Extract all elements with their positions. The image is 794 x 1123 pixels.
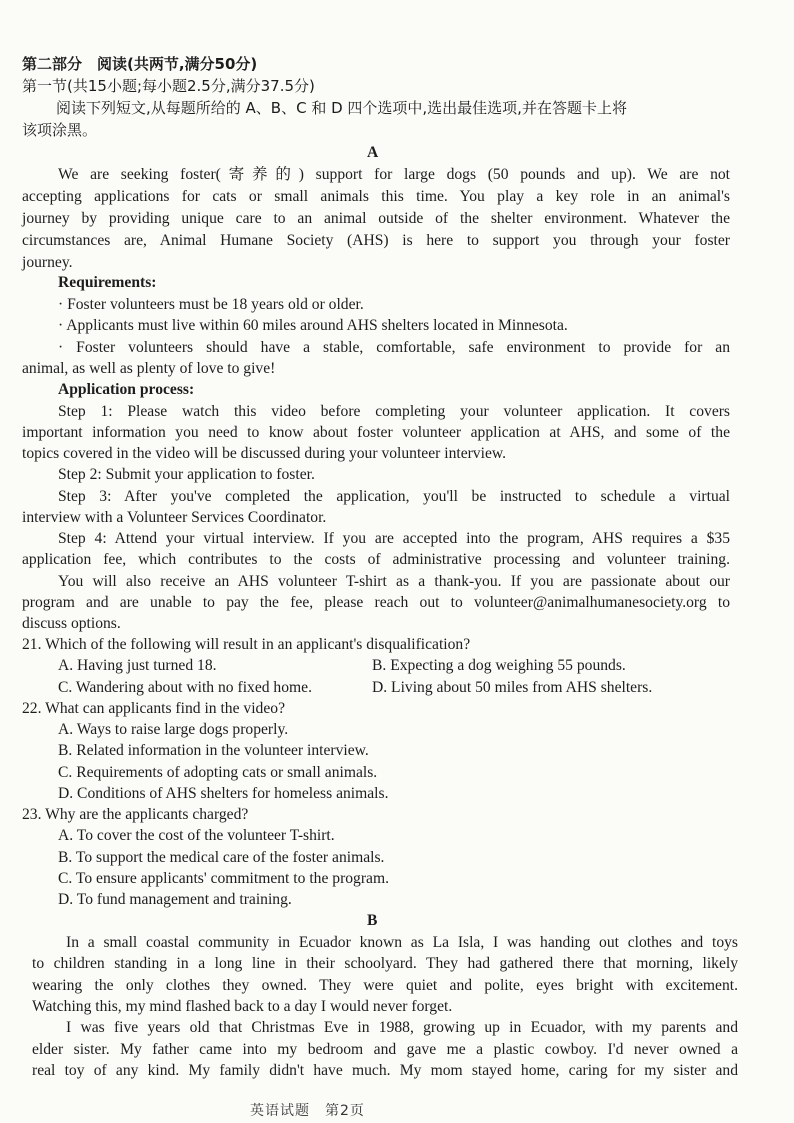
passage-a-p1-line-5: journey. bbox=[22, 254, 73, 271]
passage-a-p1-line-1: We are seeking foster(寄养的) support for large dogs (50 pounds and up). We are not bbox=[58, 166, 730, 183]
application-heading: Application process: bbox=[58, 381, 195, 398]
q21-stem: 21. Which of the following will result in an applicant's disqualification? bbox=[22, 636, 471, 653]
passage-b-p1-line-1: In a small coastal community in Ecuador known as La Isla, I was handing out clothes and toys bbox=[66, 934, 738, 951]
step-3-line-2: interview with a Volunteer Services Coordinator. bbox=[22, 509, 327, 526]
passage-b-p1-line-3: wearing the only clothes they owned. They were quiet and polite, eyes bright with excitement. bbox=[32, 977, 738, 994]
q21-option-d: D. Living about 50 miles from AHS shelters. bbox=[372, 679, 653, 696]
q22-option-d: D. Conditions of AHS shelters for homeless animals. bbox=[58, 785, 389, 802]
q23-option-b: B. To support the medical care of the foster animals. bbox=[58, 849, 385, 866]
step-2: Step 2: Submit your application to foster. bbox=[58, 466, 315, 483]
requirement-3-line-1: · Foster volunteers should have a stable, comfortable, safe environment to provide for an bbox=[58, 339, 730, 356]
step-3-line-1: Step 3: After you've completed the application, you'll be instructed to schedule a virtual bbox=[58, 488, 730, 505]
closing-line-1: You will also receive an AHS volunteer T-shirt as a thank-you. If you are passionate about our bbox=[58, 573, 730, 590]
closing-line-3: discuss options. bbox=[22, 615, 121, 632]
q23-option-a: A. To cover the cost of the volunteer T-shirt. bbox=[58, 827, 335, 844]
q22-option-a: A. Ways to raise large dogs properly. bbox=[58, 721, 289, 738]
q21-option-a: A. Having just turned 18. bbox=[58, 657, 217, 674]
part-heading: 第二部分 阅读(共两节,满分50分) bbox=[22, 55, 258, 73]
requirement-1: · Foster volunteers must be 18 years old or older. bbox=[58, 296, 364, 313]
passage-a-p1-line-2: accepting applications for cats or small animals this time. You play a key role in an animal's bbox=[22, 188, 730, 205]
requirement-2: · Applicants must live within 60 miles around AHS shelters located in Minnesota. bbox=[58, 317, 568, 334]
q23-stem: 23. Why are the applicants charged? bbox=[22, 806, 249, 823]
step-1-line-1: Step 1: Please watch this video before completing your volunteer application. It covers bbox=[58, 403, 730, 420]
q21-option-b: B. Expecting a dog weighing 55 pounds. bbox=[372, 657, 626, 674]
passage-a-p1-line-4: circumstances are, Animal Humane Society (AHS) is here to support you through your foster bbox=[22, 232, 730, 249]
step-1-line-2: important information you need to know about foster volunteer application at AHS, and some of the bbox=[22, 424, 730, 441]
passage-b-p1-line-4: Watching this, my mind flashed back to a day I would never forget. bbox=[32, 998, 453, 1015]
step-1-line-3: topics covered in the video will be discussed during your volunteer interview. bbox=[22, 445, 507, 462]
passage-b-p2-line-2: elder sister. My father came into my bedroom and gave me a plastic cowboy. I'd never owned a bbox=[32, 1041, 738, 1058]
q22-option-b: B. Related information in the volunteer interview. bbox=[58, 742, 369, 759]
passage-b-p2-line-3: real toy of any kind. My family didn't have much. My mom stayed home, caring for my sister and bbox=[32, 1062, 738, 1079]
passage-b-p2-line-1: I was five years old that Christmas Eve in 1988, growing up in Ecuador, with my parents and bbox=[66, 1019, 738, 1036]
instruction-line-2: 该项涂黑。 bbox=[22, 121, 98, 139]
q23-option-c: C. To ensure applicants' commitment to the program. bbox=[58, 870, 389, 887]
page-footer: 英语试题 第2页 bbox=[250, 1103, 365, 1119]
step-4-line-2: application fee, which contributes to the costs of administrative processing and volunteer training. bbox=[22, 551, 730, 568]
q21-option-c: C. Wandering about with no fixed home. bbox=[58, 679, 312, 696]
q22-option-c: C. Requirements of adopting cats or small animals. bbox=[58, 764, 378, 781]
requirements-heading: Requirements: bbox=[58, 274, 157, 291]
closing-line-2: program and are unable to pay the fee, please reach out to volunteer@animalhumanesociety.org to bbox=[22, 594, 730, 611]
passage-a-title: A bbox=[367, 144, 379, 161]
passage-b-p1-line-2: to children standing in a long line in their schoolyard. They had gathered there that morning, likely bbox=[32, 955, 738, 972]
requirement-3-line-2: animal, as well as plenty of love to give! bbox=[22, 360, 276, 377]
section-heading: 第一节(共15小题;每小题2.5分,满分37.5分) bbox=[22, 77, 315, 95]
passage-a-p1-line-3: journey by providing unique care to an animal outside of the shelter environment. Whatever the bbox=[22, 210, 730, 227]
q22-stem: 22. What can applicants find in the video? bbox=[22, 700, 285, 717]
passage-b-title: B bbox=[367, 912, 378, 929]
step-4-line-1: Step 4: Attend your virtual interview. If you are accepted into the program, AHS requires a $35 bbox=[58, 530, 730, 547]
instruction-line-1: 阅读下列短文,从每题所给的 A、B、C 和 D 四个选项中,选出最佳选项,并在答题卡上将 bbox=[56, 99, 627, 117]
q23-option-d: D. To fund management and training. bbox=[58, 891, 292, 908]
